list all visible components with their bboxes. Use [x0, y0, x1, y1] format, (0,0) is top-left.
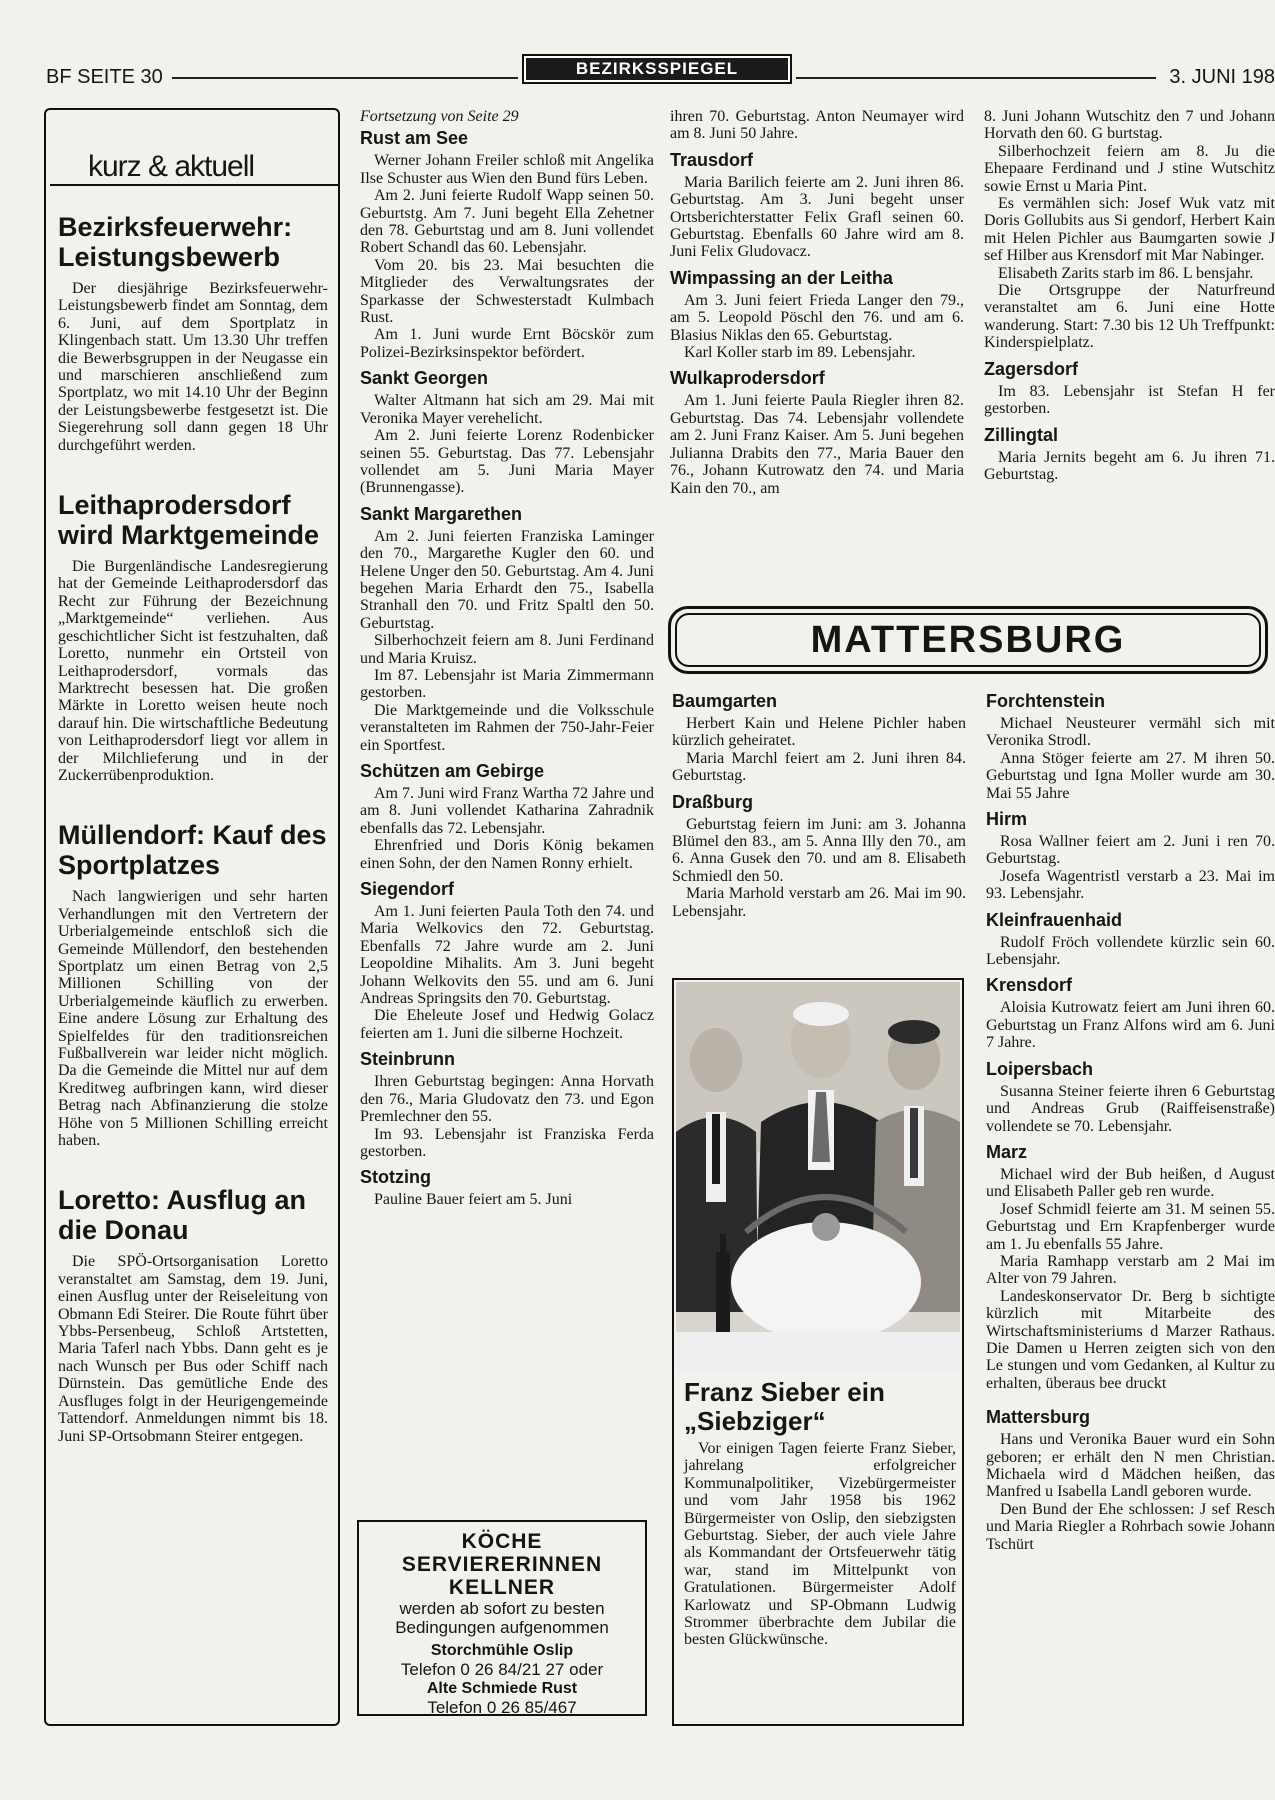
section-schuetzen	[360, 760, 654, 872]
section-heading: Kleinfrauenhaid	[986, 909, 1123, 930]
paragraph: Rudolf Fröch vollendete kürzlic sein 60. Lebensjahr.	[986, 933, 1275, 969]
mattersburg-title: MATTERSBURG	[675, 613, 1261, 667]
section-heading: Baumgarten	[672, 691, 778, 711]
paragraph: Anna Stöger feierte am 27. M ihren 50. Geburtstag und Igna Moller wurde am 30. Mai 55 Jahre	[986, 749, 1275, 802]
ad-line: KELLNER	[448, 1576, 556, 1599]
paragraph: Michael Neusteurer vermähl sich mit Veronika Strodl.	[986, 715, 1275, 750]
paragraph: Im 93. Lebensjahr ist Franziska Ferda gestorben.	[360, 1125, 654, 1160]
mattersburg-banner	[668, 606, 1268, 674]
section-heading: Mattersburg	[986, 1407, 1091, 1428]
article-body: Nach langwierigen und sehr harten Verhandlungen mit den Vertretern der Urberialgemeinde entschloß sich die Gemeinde Müllendorf, den bestehenden Sportplatz um einen Betrag von 2,5 Millionen Schilling von der Urberialgemeinde käuflich zu erwerben. Eine andere Lösung zur Erhaltung des Spielfeldes für den traditionsreichen Fußballverein war leider nicht möglich. Da die Gemeinde die Mittel nur auf dem Kreditweg aufbringen kann, wird dieser Betrag nach Abfinanzierung die stolze Höhe von 5 Millionen Schilling erreicht haben.	[58, 888, 328, 1150]
section-kleinfrauenhaid	[986, 909, 1275, 969]
section-heading: Krensdorf	[986, 975, 1073, 996]
ad-line: Telefon 0 26 85/467	[427, 1698, 577, 1717]
section-heading: Steinbrunn	[360, 1049, 455, 1070]
section-krensdorf	[986, 974, 1275, 1051]
article-feuerwehr	[58, 212, 328, 454]
paragraph: Die Eheleute Josef und Hedwig Golacz feierten am 1. Juni die silberne Hochzeit.	[360, 1007, 654, 1042]
article-body: Der diesjährige Bezirksfeuerwehr-Leistungsbewerb findet am Sonntag, dem 6. Juni, auf dem Sportplatz in Klingenbach statt. Um 13.30 Uhr treffen die Bewerbsgruppen in der Neugasse ein und marschieren anschließend zum Sportplatz, wo mit 14.10 Uhr der Beginn der Leistungsbewerbe festgesetzt ist. Die Siegerehrung soll dann gegen 18 Uhr durchgeführt werden.	[58, 280, 328, 454]
paragraph: Am 2. Juni feierte Rudolf Wapp seinen 50. Geburtstg. Am 7. Juni begeht Ella Zehetner den 78. Geburtstag und am 8. Juni vollendet Robert Schandl das 60. Lebensjahr.	[360, 187, 654, 257]
paragraph: Josef Schmidl feierte am 31. M seinen 55. Geburtstag und Ern Krapfenberger wurde am 1. Ju ebenfalls 55 Jahre.	[986, 1200, 1275, 1253]
paragraph: Elisabeth Zarits starb im 86. L bensjahr.	[998, 264, 1254, 282]
article-body: Die SPÖ-Ortsorganisation Loretto veranstaltet am Samstag, dem 19. Juni, einen Ausflug unter der Reiseleitung von Obmann Edi Steirer. Die Route führt über Ybbs-Persenbeug, Schloß Artstetten, Maria Taferl nach Ybbs. Dann geht es je nach Wunsch per Bus oder Schiff nach Dürnstein. Das gemütliche Ende des Ausfluges folgt in der Heurigengemeinde Tattendorf. Anmeldungen nimmt bis 18. Juni SP-Ortsobmann Steirer entgegen.	[58, 1253, 328, 1445]
paragraph: Maria Jernits begeht am 6. Ju ihren 71. Geburtstag.	[984, 448, 1275, 483]
header-rule-right	[796, 77, 1156, 79]
photo-caption-article	[684, 1378, 956, 1649]
paragraph: Maria Marchl feiert am 2. Juni ihren 84. Geburtstag.	[672, 749, 966, 785]
section-rust	[360, 127, 654, 361]
ad-line: Bedingungen aufgenommen	[395, 1618, 609, 1637]
ad-line: SERVIERERINNEN	[401, 1553, 603, 1576]
article-headline: Müllendorf: Kauf des Sportplatzes	[58, 820, 327, 881]
section-banner	[522, 54, 792, 84]
paragraph: Werner Johann Freiler schloß mit Angelika Ilse Schuster aus Wien den Bund fürs Leben.	[360, 152, 654, 187]
paragraph: 8. Juni Johann Wutschitz den 7 und Johann Horvath den 60. G burtstag.	[984, 108, 1275, 143]
paragraph: Michael wird der Bub heißen, d August und Elisabeth Paller geb ren wurde.	[986, 1165, 1275, 1201]
ad-line: KÖCHE	[461, 1530, 543, 1553]
paragraph: Silberhochzeit feiern am 8. Juni Ferdinand und Maria Kruisz.	[360, 632, 654, 667]
paragraph: Im 87. Lebensjahr ist Maria Zimmermann gestorben.	[360, 666, 654, 702]
section-zillingtal	[984, 424, 1275, 484]
caption-body: Vor einigen Tagen feierte Franz Sieber, jahrelang erfolgreicher Kommunalpolitiker, Vizebürgermeister und vom Jahr 1958 bis 1962 Bürgermeister von Oslip, den siebzigsten Geburtstag. Sieber, der auch viele Jahre als Kommandant der Ortsfeuerwehr tätig war, stand im Mittelpunkt von Gratulationen. Bürgermeister Adolf Karlowatz und SP-Obmann Ludwig Strommer überbrachte dem Jubilar die besten Glückwünsche.	[684, 1440, 956, 1649]
article-body: Die Burgenländische Landesregierung hat der Gemeinde Leithaprodersdorf das Recht zur Führung der Bezeichnung „Marktgemeinde“ verliehen. Aus geschichtlicher Sicht ist festzuhalten, daß Loretto, nunmehr ein Ortsteil von Leithaprodersdorf, vormals das Marktrecht besessen hat. Die großen Märkte in Loretto weisen heute noch darauf hin. Die wirtschaftliche Bedeutung von Leithaprodersdorf liegt vor allem in der Milchlieferung und in der Zuckerrübenproduktion.	[58, 558, 328, 784]
section-heading: Zillingtal	[984, 424, 1058, 445]
column-kurz-aktuell	[58, 200, 328, 1720]
paragraph: Am 3. Juni feiert Frieda Langer den 79., am 5. Leopold Pöschl den 76. und am 6. Blasius Niklas den 65. Geburtstag.	[670, 291, 964, 344]
column-2	[360, 108, 654, 1478]
section-heading: Hirm	[986, 809, 1028, 830]
section-sankt-georgen	[360, 367, 654, 496]
section-loipersbach	[986, 1058, 1275, 1135]
article-muellendorf	[58, 820, 328, 1149]
paragraph: ihren 70. Geburtstag. Anton Neumayer wird am 8. Juni 50 Jahre.	[670, 108, 964, 143]
section-heading: Sankt Margarethen	[360, 503, 523, 524]
section-wulkaprodersdorf	[670, 367, 964, 496]
section-marz	[986, 1141, 1275, 1392]
issue-date: 3. JUNI 198	[1169, 66, 1275, 88]
section-heading: Wulkaprodersdorf	[670, 368, 825, 389]
paragraph: Josefa Wagentristl verstarb a 23. Mai im 93. Lebensjahr.	[986, 867, 1275, 903]
section-baumgarten	[672, 690, 966, 785]
section-heading: Marz	[986, 1141, 1028, 1162]
paragraph: Am 1. Juni feierten Paula Toth den 74. und Maria Welkovics den 72. Geburtstag. Ebenfalls 72 Jahre wurde am 2. Juni Leopoldine Mihalits. Am 3. Juni begeht Johann Welkovits den 55. und am 6. Juni Andreas Springsits den 70. Geburtstag.	[360, 903, 654, 1008]
paragraph: Ihren Geburtstag begingen: Anna Horvath den 76., Maria Gludovatz den 73. und Egon Premlechner den 55.	[360, 1073, 654, 1126]
section-heading: Trausdorf	[670, 149, 754, 170]
column-3	[670, 108, 964, 608]
section-heading: Wimpassing an der Leitha	[670, 267, 893, 288]
article-headline: Leithaprodersdorf wird Marktgemeinde	[58, 490, 320, 551]
paragraph: Aloisia Kutrowatz feiert am Juni ihren 60. Geburtstag un Franz Alfons wird am 6. Juni 7 Jahre.	[986, 999, 1275, 1052]
ad-line: Alte Schmiede Rust	[426, 1680, 578, 1697]
paragraph: Am 7. Juni wird Franz Wartha 72 Jahre und am 8. Juni vollendet Katharina Zahradnik ebenfalls das 72. Lebensjahr.	[360, 785, 654, 837]
column-4	[984, 108, 1275, 608]
paragraph: Es vermählen sich: Josef Wuk vatz mit Doris Gollubits aus Si gendorf, Herbert Kain mit Helen Pichler aus Baumgarten sowie J sef Hilber aus Krensdorf mit Mar Nabinger.	[984, 195, 1275, 265]
paragraph: Walter Altmann hat sich am 29. Mai mit Veronika Mayer verehelicht.	[360, 392, 654, 427]
section-sankt-margarethen	[360, 503, 654, 754]
section-heading: Stotzing	[360, 1167, 431, 1188]
section-wimpassing	[670, 267, 964, 362]
ad-line: Storchmühle Oslip	[430, 1642, 574, 1659]
column-6	[986, 690, 1275, 1730]
section-drassburg	[672, 791, 966, 920]
kurz-aktuell-title: kurz & aktuell	[84, 150, 258, 184]
paragraph: Susanna Steiner feierte ihren 6 Geburtstag und Andreas Grub (Raiffeisenstraße) vollendete se 70. Lebensjahr.	[986, 1082, 1275, 1135]
paragraph: Am 2. Juni feierten Franziska Laminger den 70., Margarethe Kugler den 60. und Helene Unger den 50. Geburtstag. Am 4. Juni begehen Maria Erhardt den 75., Isabella Stranhall den 70. und Fritz Spaltl den 50. Geburtstag.	[360, 527, 654, 632]
section-heading: Sankt Georgen	[360, 368, 489, 389]
paragraph: Hans und Veronika Bauer wurd ein Sohn geboren; er erhält den N men Christian. Michaela wird d Mädchen heißen, das Manfred u Isabella Landl geboren wurde.	[986, 1431, 1275, 1501]
section-stotzing	[360, 1166, 654, 1208]
section-zagersdorf	[984, 358, 1275, 418]
photo-table	[676, 1332, 960, 1372]
page-number: BF SEITE 30	[46, 66, 163, 88]
paragraph: Maria Ramhapp verstarb am 2 Mai im Alter von 79 Jahren.	[986, 1252, 1275, 1288]
paragraph: Pauline Bauer feiert am 5. Juni	[374, 1191, 573, 1209]
article-headline: Bezirksfeuerwehr: Leistungsbewerb	[58, 212, 293, 272]
section-hirm	[986, 808, 1275, 903]
paragraph: Landeskonservator Dr. Berg b sichtigte kürzlich mit Mitarbeite des Wirtschaftsministeriums d Marzer Rathaus. Die Damen u Herren zeigten sich von den Le stungen und vom Gedanken, al Kultur zu erhalten, überaus bee druckt	[986, 1287, 1275, 1392]
header-rule-left	[172, 77, 518, 79]
paragraph: Rosa Wallner feiert am 2. Juni i ren 70. Geburtstag.	[986, 833, 1275, 868]
section-heading: Schützen am Gebirge	[360, 761, 545, 781]
section-heading: Draßburg	[672, 791, 753, 812]
column-5	[672, 690, 966, 970]
section-heading: Siegendorf	[360, 879, 455, 900]
section-heading: Forchtenstein	[986, 691, 1106, 711]
section-heading: Zagersdorf	[984, 358, 1079, 379]
paragraph: Geburtstag feiern im Juni: am 3. Johanna Blümel den 83., am 5. Anna Illy den 70., am 6. Anna Gusek den 70. und am 8. Elisabeth Schmiedl den 50.	[672, 815, 966, 885]
paragraph: Die Marktgemeinde und die Volksschule veranstalteten im Rahmen der 750-Jahr-Feier ein Sportfest.	[360, 701, 654, 754]
section-steinbrunn	[360, 1048, 654, 1160]
job-advertisement	[357, 1520, 647, 1716]
kurz-aktuell-title-rule	[50, 184, 340, 186]
paragraph: Maria Marhold verstarb am 26. Mai im 90. Lebensjahr.	[672, 885, 966, 920]
photo	[676, 982, 960, 1372]
paragraph: Karl Koller starb im 89. Lebensjahr.	[684, 344, 916, 362]
section-heading: Loipersbach	[986, 1058, 1094, 1079]
section-trausdorf	[670, 149, 964, 261]
paragraph: Herbert Kain und Helene Pichler haben kürzlich geheiratet.	[672, 715, 966, 750]
article-loretto	[58, 1185, 328, 1444]
paragraph: Vom 20. bis 23. Mai besuchten die Mitglieder des Verwaltungsrates der Sparkasse der Schwesterstadt Kulmbach Rust.	[360, 256, 654, 327]
paragraph: Am 1. Juni feierte Paula Riegler ihren 82. Geburtstag. Das 74. Lebensjahr vollendete am 2. Juni Franz Kaiser. Am 5. Juni begehen Julianna Drabits den 77., Maria Bauer den 76., Johann Kutrowatz den 74. und Maria Kain den 70., am	[670, 392, 964, 497]
section-forchtenstein	[986, 690, 1275, 802]
section-banner-label: BEZIRKSSPIEGEL	[526, 58, 788, 80]
ad-line: werden ab sofort zu besten	[399, 1599, 605, 1618]
section-continued	[670, 108, 964, 143]
paragraph: Am 2. Juni feierte Lorenz Rodenbicker seinen 55. Geburtstag. Das 77. Lebensjahr vollendet am 5. Juni Maria Mayer (Brunnengasse).	[360, 427, 654, 497]
ad-line: Telefon 0 26 84/21 27 oder	[400, 1660, 604, 1679]
paragraph: Ehrenfried und Doris König bekamen einen Sohn, der den Namen Ronny erhielt.	[360, 837, 654, 872]
paragraph: Silberhochzeit feiern am 8. Ju die Ehepaare Ferdinand und J stine Wutschitz sowie Ernst u Maria Pint.	[984, 142, 1275, 195]
section-continued	[984, 108, 1275, 352]
article-leithaprodersdorf	[58, 490, 328, 784]
article-headline: Loretto: Ausflug an die Donau	[58, 1185, 306, 1246]
paragraph: Am 1. Juni wurde Ernt Böcskör zum Polizei-Bezirksinspektor befördert.	[360, 326, 654, 361]
section-siegendorf	[360, 878, 654, 1042]
section-heading: Rust am See	[360, 128, 469, 149]
paragraph: Den Bund der Ehe schlossen: J sef Resch und Maria Riegler a Rohrbach sowie Johann Tschürt	[986, 1500, 1275, 1553]
photo-image	[676, 982, 960, 1372]
paragraph: Die Ortsgruppe der Naturfreund veranstaltet am 6. Juni eine Hotte wanderung. Start: 7.30 bis 12 Uh Treffpunkt: Kinderspielplatz.	[984, 282, 1275, 352]
continuation-note: Fortsetzung von Seite 29	[360, 108, 519, 125]
paragraph: Maria Barilich feierte am 2. Juni ihren 86. Geburtstag. Am 3. Juni begeht unser Ortsberichterstatter Felix Grafl seinen 60. Geburtstag. Ebenfalls 60 Jahre wird am 8. Juni Felix Gludovacz.	[670, 173, 964, 261]
section-mattersburg	[986, 1406, 1275, 1553]
caption-headline: Franz Sieber ein „Siebziger“	[684, 1377, 885, 1436]
paragraph: Im 83. Lebensjahr ist Stefan H fer gestorben.	[984, 382, 1275, 418]
